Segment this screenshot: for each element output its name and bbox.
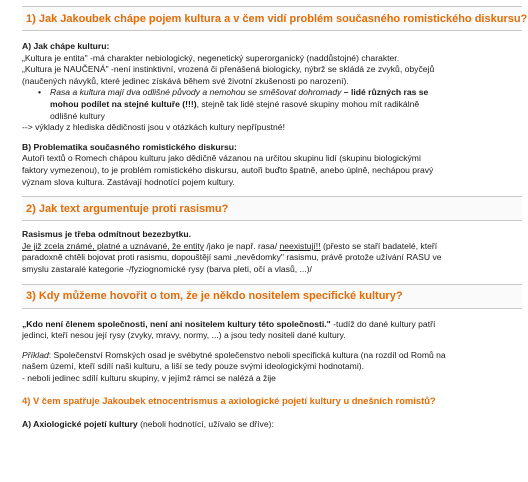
question-4-title: 4) V čem spatřuje Jakoubek etnocentrismus a axiologické pojetí kultury u dnešních romistů?: [22, 395, 436, 407]
text-line: paradoxně chtěli bojovat proti rasismu, dopouštějí sami „nevědomky" rasismu, právě protože užívání RASU ve: [22, 252, 442, 263]
bullet-bold-text: – lidé různých ras se: [341, 87, 429, 98]
question-2-heading: [22, 196, 522, 221]
question-1-title: 1) Jak Jakoubek chápe pojem kultura a v čem vidí problém současného romistického diskursu?: [26, 12, 528, 25]
text-line: faktory vymezenou), to je problém romistického diskursu, autoři buďto špatně, anebo úplně, nechápou pravý: [22, 164, 434, 175]
text-line: (naučených návyků, které jedinec získává během své životní zkušenosti po narození).: [22, 75, 349, 86]
question-2-title: 2) Jak text argumentuje proti rasismu?: [26, 202, 229, 215]
text-line: „Kultura je entita" -má charakter nebiologický, negenetický superorganický (naddůstojné) charakter.: [22, 52, 400, 63]
answer-2: [22, 229, 522, 275]
bullet-icon: •: [38, 87, 42, 98]
bullet-italic-text: Rasa a kultura mají dva odlišné původy a nemohou se směšovat dohromady: [50, 87, 342, 98]
text-line: význam slova kultura. Zastávají hodnotící pojem kultury.: [22, 176, 235, 187]
arrow-conclusion: --> výklady z hlediska dědičnosti jsou v otázkách kultury nepřípustné!: [22, 122, 285, 133]
example-label: Příklad: [22, 349, 49, 360]
question-1-heading: [22, 6, 528, 31]
bullet-bold-text: mohou podílet na stejné kultuře (!!!): [50, 98, 197, 109]
text-span: (přesto se staří badatelé, kteří: [320, 240, 438, 251]
text-line: jedinci, kteří nesou její rysy (zvyky, mravy, normy, ...) a jsou tedy nositeli dané kultury.: [22, 330, 346, 341]
text-line: smyslu zastaralé kategorie -/fyziognomické rysy (barva pleti, očí a vlasů, ...)/: [22, 263, 312, 274]
text-line: Autoři textů o Romech chápou kulturu jako dědičně vázanou na určitou skupinu lidí (skupinu biologickými: [22, 153, 421, 164]
answer-3: [22, 319, 522, 385]
underlined-text: Je již zcela známé, platné a uznávané, že entity: [22, 240, 205, 251]
question-3-heading: [22, 284, 522, 309]
text-span: -tudíž do dané kultury patří: [330, 318, 436, 329]
text-span: (neboli hodnotící, užívalo se dříve):: [137, 419, 274, 430]
document-page: [22, 0, 528, 431]
bullet-item: [22, 87, 522, 122]
text-line: „Kultura je NAUČENÁ" -není instinktivní, vrozená či přenášená biologicky, nýbrž se skládá ze zvyků, obyčejů: [22, 64, 435, 75]
question-4-heading: [22, 388, 522, 413]
answer-4: [22, 419, 522, 431]
section-a-heading: A) Axiologické pojetí kultury: [22, 419, 138, 430]
text-span: /jako je např. rasa/: [204, 240, 280, 251]
answer-1: [22, 41, 522, 188]
bold-statement: Rasismus je třeba odmítnout bezezbytku.: [22, 229, 192, 240]
bold-quote: „Kdo není členem společnosti, není ani nositelem kultury této společnosti.": [22, 318, 331, 329]
text-span: : Společenství Romských osad je svébytné společenstvo neboli specifická kultura (na rozdíl od Romů na: [48, 349, 446, 360]
text-line: našem území, kteří sdílí naši kulturu, a liší se tedy pouze svými ideologickými hodnotami).: [22, 361, 364, 372]
bullet-text: , stejně tak lidé stejné rasové skupiny mohou mít radikálně: [196, 98, 420, 109]
section-b-heading: B) Problematika současného romistického diskursu:: [22, 141, 237, 152]
bullet-text: odlišné kultury: [50, 110, 105, 121]
underlined-text: neexistují!!: [279, 240, 321, 251]
text-line: - neboli jedinec sdílí kulturu skupiny, v jejímž rámci se nalézá a žije: [22, 372, 276, 383]
section-a-heading: A) Jak chápe kulturu:: [22, 41, 110, 51]
question-3-title: 3) Kdy můžeme hovořit o tom, že je někdo nositelem specifické kultury?: [26, 290, 403, 302]
